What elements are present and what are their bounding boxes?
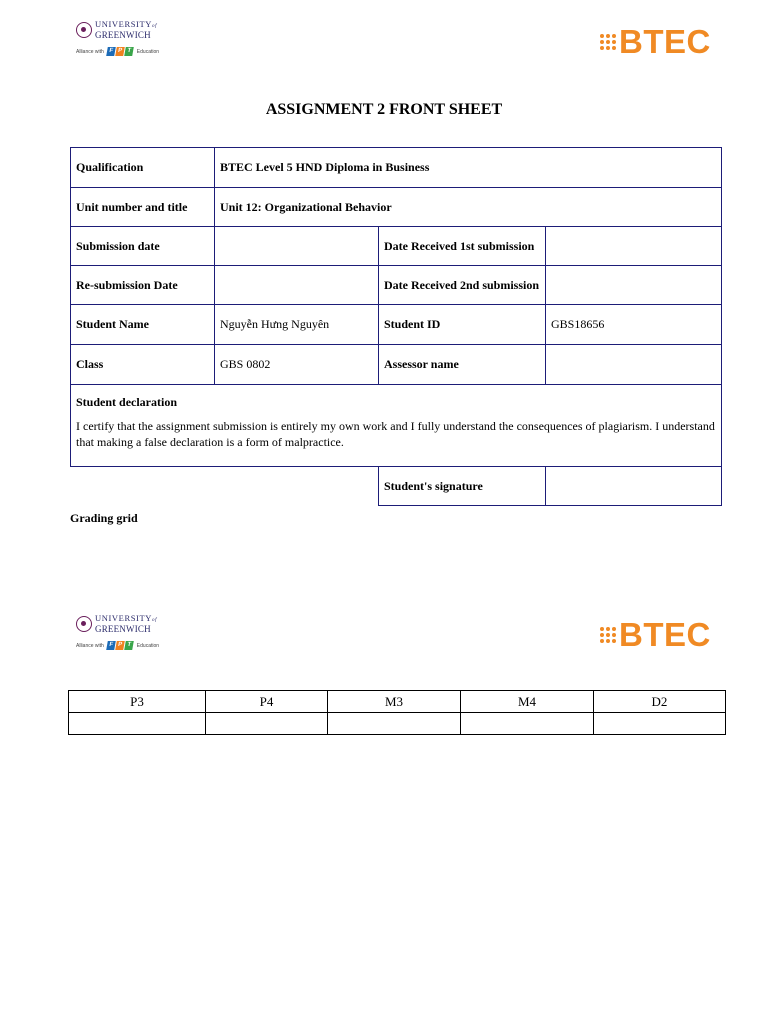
university-logo-line1-suffix: of [152,618,158,623]
signature-row [71,467,722,506]
btec-logo-text: BTEC [619,23,711,60]
university-logo-line1: UNIVERSITY [95,613,152,623]
declaration-cell [71,385,722,467]
student-name-value[interactable]: Nguyễn Hưng Nguyên [215,305,379,345]
qualification-row [71,148,722,188]
date-received-2-field[interactable] [546,266,722,305]
student-id-label: Student ID [379,305,546,345]
grading-grid-table [68,690,726,735]
fpt-logo: F P T [107,641,134,650]
alliance-prefix: Alliance with [76,642,104,649]
resubmission-date-row [71,266,722,305]
university-logo-line1-suffix: of [152,24,158,29]
alliance-prefix: Alliance with [76,48,104,55]
submission-date-label: Submission date [71,227,215,266]
btec-logo-text: BTEC [619,616,711,653]
btec-logo-2 [600,618,711,651]
university-logo-line1: UNIVERSITY [95,19,152,29]
university-of-greenwich-logo [76,20,166,64]
signature-field[interactable] [546,467,722,506]
university-of-greenwich-logo-2 [76,614,166,658]
resubmission-date-label: Re-submission Date [71,266,215,305]
grade-header-m4: M4 [461,691,594,713]
page-title: ASSIGNMENT 2 FRONT SHEET [265,101,503,118]
grading-grid-header-row [69,691,726,713]
resubmission-date-field[interactable] [215,266,379,305]
grade-value-m4[interactable] [461,713,594,735]
grade-header-d2: D2 [594,691,726,713]
university-crest-icon [76,22,92,38]
grade-header-m3: M3 [328,691,461,713]
grading-grid-value-row [69,713,726,735]
student-name-label: Student Name [71,305,215,345]
university-logo-line2: GREENWICH [95,624,151,634]
fpt-logo: F P T [107,47,134,56]
assessor-field[interactable] [546,345,722,385]
student-name-row [71,305,722,345]
signature-spacer [71,467,379,506]
date-received-2-label: Date Received 2nd submission [379,266,546,305]
unit-row [71,188,722,227]
class-value[interactable]: GBS 0802 [215,345,379,385]
btec-dots-icon [600,627,616,643]
grade-value-m3[interactable] [328,713,461,735]
assessor-label: Assessor name [379,345,546,385]
unit-label: Unit number and title [71,188,215,227]
front-sheet-table [70,147,722,506]
declaration-heading: Student declaration [76,395,178,409]
btec-dots-icon [600,34,616,50]
grade-header-p3: P3 [69,691,206,713]
grade-value-p3[interactable] [69,713,206,735]
qualification-label: Qualification [71,148,215,188]
date-received-1-field[interactable] [546,227,722,266]
alliance-suffix: Education [136,48,160,55]
submission-date-row [71,227,722,266]
declaration-row [71,385,722,467]
class-row [71,345,722,385]
date-received-1-label: Date Received 1st submission [379,227,546,266]
class-label: Class [71,345,215,385]
submission-date-field[interactable] [215,227,379,266]
grade-header-p4: P4 [206,691,328,713]
student-id-value[interactable]: GBS18656 [546,305,722,345]
btec-logo [600,25,711,58]
grading-grid-label: Grading grid [70,511,138,525]
qualification-value: BTEC Level 5 HND Diploma in Business [215,148,722,188]
alliance-suffix: Education [136,642,160,649]
grade-value-d2[interactable] [594,713,726,735]
university-crest-icon [76,616,92,632]
signature-label: Student's signature [379,467,546,506]
grade-value-p4[interactable] [206,713,328,735]
university-logo-line2: GREENWICH [95,30,151,40]
declaration-text: I certify that the assignment submission is entirely my own work and I fully understand the consequences of plagiarism. I understand that making a false declaration is a form of malpractice. [76,419,715,449]
unit-value: Unit 12: Organizational Behavior [215,188,722,227]
